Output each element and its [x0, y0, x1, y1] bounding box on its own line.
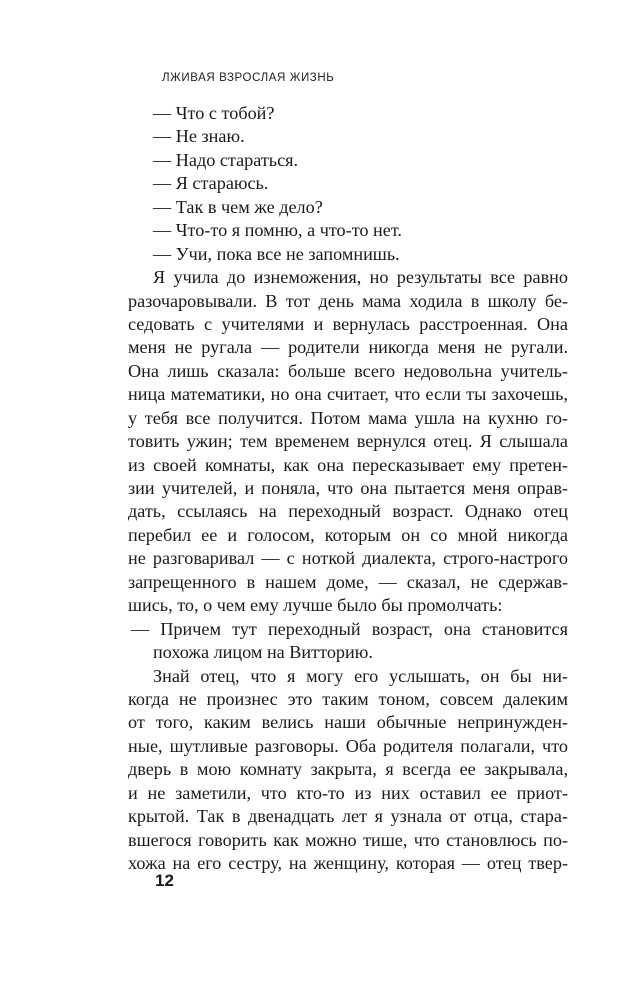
text-line: зии учителей, и поняла, что она пытается меня оправ- — [128, 478, 568, 498]
text-line: и не заметили, что кто-то из них оставил ее приот- — [128, 782, 568, 803]
text-line: не разговаривал — с ноткой диалекта, строго-настрого — [128, 548, 568, 569]
text-line: ные, шутливые разговоры. Оба родителя полагали, что — [128, 735, 568, 756]
text-line: похожа лицом на Витторию. — [153, 642, 373, 663]
text-line: дверь в мою комнату закрыта, я всегда ее закрывала, — [128, 759, 568, 780]
dialogue-line: — Учи, пока все не запомнишь. — [153, 243, 400, 264]
text-line: Она лишь сказала: больше всего недовольна учитель- — [128, 360, 568, 381]
text-line: меня не ругала — родители никогда меня не ругали. — [128, 337, 568, 358]
text-line: хожа на его сестру, на женщину, которая — отец твер- — [128, 853, 568, 873]
text-line: седовать с учителями и вернулась расстроенная. Она — [128, 313, 568, 334]
dialogue-line: — Что с тобой? — [153, 103, 275, 123]
text-line: ница математики, но она считает, что если ты захочешь, — [128, 384, 568, 405]
dialogue-line: — Что-то я помню, а что-то нет. — [153, 220, 402, 241]
body-text — [128, 102, 568, 875]
text-line: когда не произнес это таким тоном, совсем далеким — [128, 688, 568, 709]
text-line: Я учила до изнеможения, но результаты все равно — [153, 267, 568, 288]
text-line: товить ужин; тем временем вернулся отец. Я слышала — [128, 431, 568, 452]
dialogue-line: — Надо стараться. — [153, 149, 299, 170]
dialogue-line: — Я стараюсь. — [153, 173, 269, 194]
page-number: 12 — [155, 871, 174, 890]
text-line: шись, то, о чем ему лучше было бы промолчать: — [128, 595, 503, 616]
dialogue-line: — Причем тут переходный возраст, она становится — [131, 618, 568, 639]
text-line: из своей комнаты, как она пересказывает ему претен- — [128, 454, 568, 475]
text-line: крытой. Так в двенадцать лет я узнала от отца, стара- — [128, 806, 568, 827]
text-line: у тебя все получится. Потом мама ушла на кухню го- — [128, 407, 568, 428]
dialogue-line: — Не знаю. — [153, 126, 245, 147]
text-line: дать, ссылаясь на переходный возраст. Однако отец — [128, 501, 568, 522]
text-line: Знай отец, что я могу его услышать, он бы ни- — [153, 665, 568, 686]
running-head: ЛЖИВАЯ ВЗРОСЛАЯ ЖИЗНЬ — [162, 72, 335, 84]
text-line: запрещенного в нашем доме, — сказал, не сдержав- — [128, 571, 568, 592]
text-line: вшегося говорить как можно тише, что становлюсь по- — [128, 829, 568, 850]
text-line: от того, каким велись наши обычные непринужден- — [128, 712, 568, 733]
text-line: разочаровывали. В тот день мама ходила в школу бе- — [128, 290, 568, 311]
text-line: перебил ее и голосом, которым он со мной никогда — [128, 524, 568, 545]
dialogue-line: — Так в чем же дело? — [153, 196, 323, 217]
